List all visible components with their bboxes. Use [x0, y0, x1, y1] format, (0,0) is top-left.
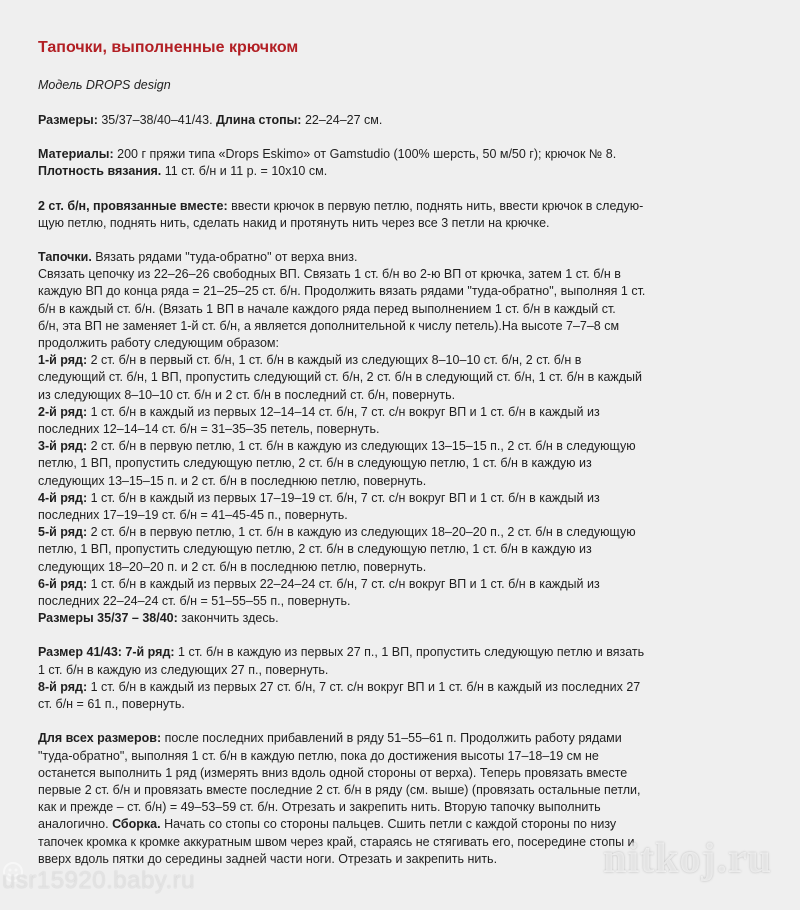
bold-heading-text: Для всех размеров: — [38, 731, 162, 746]
text-line — [38, 507, 778, 524]
text-line — [38, 593, 778, 610]
text-line — [38, 215, 778, 232]
body-text: ввести крючок в первую петлю, поднять нить, ввести крючок в следую- — [227, 198, 644, 213]
bold-heading-text: 6-й ряд: — [38, 576, 88, 591]
body-text: следующих 18–20–20 п. и 2 ст. б/н в последнюю петлю, повернуть. — [38, 559, 427, 574]
body-text: первые 2 ст. б/н и провязать вместе последние 2 ст. б/н в ряду (см. выше) (провязать остальные петли, — [38, 782, 641, 797]
body-text: закончить здесь. — [177, 611, 279, 626]
body-text: аналогично. — [38, 817, 113, 832]
text-line — [38, 301, 778, 318]
body-text: последних 17–19–19 ст. б/н = 41–45-45 п., повернуть. — [38, 508, 348, 523]
bold-heading-text: Материалы: — [38, 147, 114, 162]
bold-heading-text: 4-й ряд: — [38, 490, 88, 505]
body-text: "туда-обратно", выполняя 1 ст. б/н в каждую петлю, пока до достижения высоты 17–18–19 см не — [38, 748, 599, 763]
text-line — [38, 404, 778, 421]
text-line — [38, 198, 778, 215]
text-line — [38, 146, 778, 163]
body-text: щую петлю, поднять нить, сделать накид и протянуть нить через все 3 петли на крючке. — [38, 215, 550, 230]
body-text: 22–24–27 см. — [301, 113, 383, 127]
watermark-left-text: usr15920.baby.ru — [2, 867, 196, 894]
body-text: последних 12–14–14 ст. б/н = 31–35–35 петель, повернуть. — [38, 422, 380, 437]
body-text: 1 ст. б/н в каждую из первых 27 п., 1 ВП, пропустить следующую петлю и вязать — [174, 645, 645, 660]
bold-heading-text: Плотность вязания. — [38, 164, 162, 179]
text-line — [38, 799, 778, 816]
body-text: 1 ст. б/н в каждый из первых 17–19–19 ст. б/н, 7 ст. с/н вокруг ВП и 1 ст. б/н в каждый из — [87, 490, 600, 505]
body-text: вверх вдоль пятки до середины задней части ноги. Отрезать и закрепить нить. — [38, 851, 498, 866]
watermark-right-text: nitkoj.ru — [603, 836, 772, 882]
bold-heading-text: 8-й ряд: — [38, 679, 88, 694]
document-body — [38, 112, 778, 885]
text-line — [38, 541, 778, 558]
body-text: продолжить работу следующим образом: — [38, 336, 280, 351]
text-line — [38, 283, 778, 300]
body-text: 1 ст. б/н в каждый из первых 22–24–24 ст. б/н, 7 ст. с/н вокруг ВП и 1 ст. б/н в каждый из — [87, 576, 600, 591]
body-text: б/н в каждый ст. б/н. (Вязать 1 ВП в начале каждого ряда перед выполнением 1 ст. б/н в каждый ст. — [38, 301, 616, 316]
text-line — [38, 782, 778, 799]
body-text: после последних прибавлений в ряду 51–55–61 п. Продолжить работу рядами — [161, 731, 622, 746]
body-text: следующий ст. б/н, 1 ВП, пропустить следующий ст. б/н, 2 ст. б/н в следующий ст. б/н, 1 ст. б/н в каждый — [38, 370, 643, 385]
text-line — [38, 473, 778, 490]
text-line — [38, 816, 778, 833]
text-line — [38, 266, 778, 283]
text-section — [38, 198, 778, 232]
body-text: ст. б/н = 61 п., повернуть. — [38, 697, 185, 712]
text-line — [38, 490, 778, 507]
bold-heading-text: Размер 41/43: 7-й ряд: — [38, 645, 175, 660]
text-line — [38, 730, 778, 747]
document-title: Тапочки, выполненные крючком — [38, 39, 299, 56]
body-text: 1 ст. б/н в каждый из первых 12–14–14 ст. б/н, 7 ст. с/н вокруг ВП и 1 ст. б/н в каждый из — [87, 404, 600, 419]
body-text: из следующих 8–10–10 ст. б/н и 2 ст. б/н в последний ст. б/н, повернуть. — [38, 387, 456, 402]
body-text: 11 ст. б/н и 11 р. = 10х10 см. — [161, 164, 328, 179]
text-line — [38, 524, 778, 541]
bold-heading-text: Сборка. — [112, 817, 161, 832]
document-subtitle: Модель DROPS design — [38, 78, 171, 92]
bold-heading-text: 3-й ряд: — [38, 439, 88, 454]
text-section — [38, 249, 778, 627]
text-line — [38, 455, 778, 472]
bold-heading-text: 5-й ряд: — [38, 525, 88, 540]
text-line — [38, 335, 778, 352]
body-text: петлю, 1 ВП, пропустить следующую петлю, 2 ст. б/н в следующую петлю, 1 ст. б/н в каждую из — [38, 542, 592, 557]
text-line — [38, 438, 778, 455]
text-section — [38, 644, 778, 713]
body-text: 2 ст. б/н в первую петлю, 1 ст. б/н в каждую из следующих 13–15–15 п., 2 ст. б/н в следующую — [87, 439, 636, 454]
text-line — [38, 112, 778, 129]
text-line — [38, 765, 778, 782]
text-line — [38, 576, 778, 593]
bold-heading-text: 2-й ряд: — [38, 404, 88, 419]
text-line — [38, 610, 778, 627]
body-text: петлю, 1 ВП, пропустить следующую петлю, 2 ст. б/н в следующую петлю, 1 ст. б/н в каждую из — [38, 456, 592, 471]
body-text: 200 г пряжи типа «Drops Eskimo» от Gamstudio (100% шерсть, 50 м/50 г); крючок № 8. — [113, 147, 617, 162]
bold-heading-text: Длина стопы: — [216, 113, 302, 127]
body-text: останется выполнить 1 ряд (измерять вниз вдоль одной стороны от верха). Теперь провязать вместе — [38, 765, 628, 780]
text-line — [38, 662, 778, 679]
text-line — [38, 644, 778, 661]
body-text: 2 ст. б/н в первый ст. б/н, 1 ст. б/н в каждый из следующих 8–10–10 ст. б/н, 2 ст. б/н в — [87, 353, 582, 368]
body-text: 1 ст. б/н в каждую из следующих 27 п., повернуть. — [38, 662, 329, 677]
text-line — [38, 559, 778, 576]
text-line — [38, 163, 778, 180]
text-section — [38, 146, 778, 180]
body-text: последних 22–24–24 ст. б/н = 51–55–55 п., повернуть. — [38, 594, 351, 609]
text-line — [38, 318, 778, 335]
text-line — [38, 387, 778, 404]
body-text: Вязать рядами "туда-обратно" от верха вниз. — [91, 250, 358, 265]
bold-heading-text: 2 ст. б/н, провязанные вместе: — [38, 198, 228, 213]
text-line — [38, 352, 778, 369]
text-section — [38, 112, 778, 129]
text-line — [38, 369, 778, 386]
body-text: 35/37–38/40–41/43. — [97, 113, 217, 127]
body-text: каждую ВП до конца ряда = 21–25–25 ст. б/н. Продолжить вязать рядами "туда-обратно", выполняя 1 ст. — [38, 284, 646, 299]
body-text: Связать цепочку из 22–26–26 свободных ВП. Связать 1 ст. б/н во 2-ю ВП от крючка, затем 1 ст. б/н в — [38, 267, 621, 282]
text-line — [38, 696, 778, 713]
bold-heading-text: Тапочки. — [38, 250, 92, 265]
bold-heading-text: Размеры: — [38, 113, 98, 127]
body-text: 2 ст. б/н в первую петлю, 1 ст. б/н в каждую из следующих 18–20–20 п., 2 ст. б/н в следующую — [87, 525, 636, 540]
body-text: тапочек кромка к кромке аккуратным швом через край, стараясь не стягивать его, посередине стопы и — [38, 834, 635, 849]
bold-heading-text: 1-й ряд: — [38, 353, 88, 368]
text-line — [38, 748, 778, 765]
body-text: б/н, эта ВП не заменяет 1-й ст. б/н, а является дополнительной к числу петель).На высоте 7–7–8 см — [38, 318, 620, 333]
text-line — [38, 421, 778, 438]
bold-heading-text: Размеры 35/37 – 38/40: — [38, 611, 178, 626]
body-text: следующих 13–15–15 п. и 2 ст. б/н в последнюю петлю, повернуть. — [38, 473, 427, 488]
body-text: как и прежде – ст. б/н) = 49–53–59 ст. б/н. Отрезать и закрепить нить. Вторую тапочку выполнить — [38, 800, 601, 815]
body-text: 1 ст. б/н в каждый из первых 27 ст. б/н, 7 ст. с/н вокруг ВП и 1 ст. б/н в каждый из последних 27 — [87, 679, 641, 694]
text-line — [38, 249, 778, 266]
text-line — [38, 679, 778, 696]
body-text: Начать со стопы со стороны пальцев. Сшить петли с каждой стороны по низу — [160, 817, 617, 832]
